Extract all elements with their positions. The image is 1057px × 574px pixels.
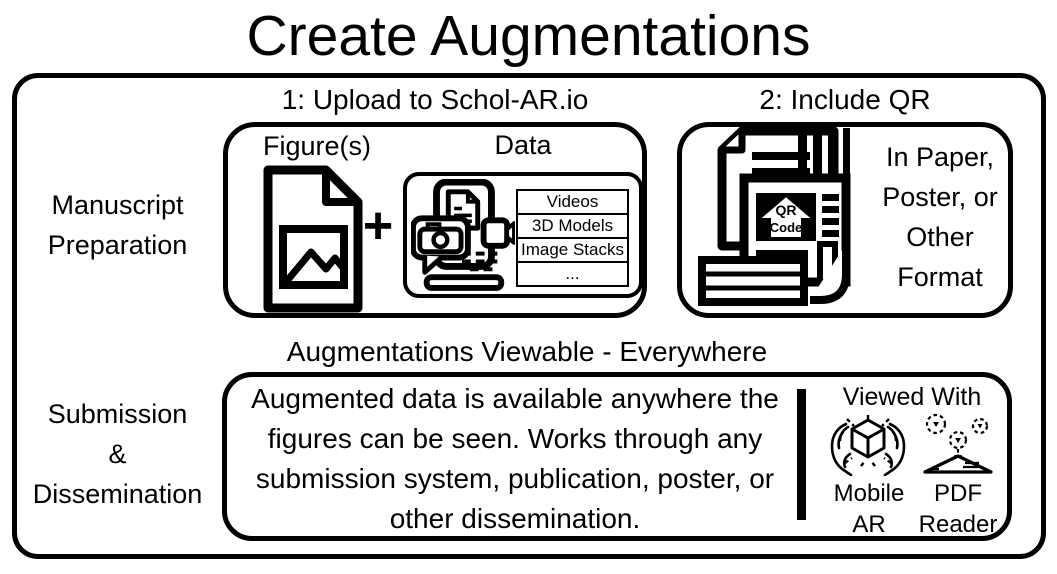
qr-badge-line1: QR: [775, 202, 797, 218]
qr-code-badge: [756, 193, 816, 241]
viewable-header: Augmentations Viewable - Everywhere: [286, 336, 768, 367]
figure-document-icon: [260, 165, 367, 313]
data-type-row-3d-models: 3D Models: [518, 213, 627, 237]
pdf-reader-label: PDF Reader: [918, 480, 998, 538]
viewable-body-text: Augmented data is available anywhere the figures can be seen. Works through any submission system, publication, poster, or other dissemination.: [251, 383, 779, 534]
mobile-ar-icon: [830, 414, 906, 476]
data-label: Data: [494, 130, 552, 160]
manuscript-preparation-label: [15, 185, 220, 265]
submission-dissemination-label: [15, 394, 220, 514]
submission-label-line1: Submission: [47, 399, 188, 429]
pdf-reader-icon: [922, 412, 994, 478]
manuscript-label-line1: Manuscript: [51, 190, 184, 220]
data-type-row-videos: Videos: [546, 192, 599, 211]
page-title: Create Augmentations: [246, 4, 811, 68]
data-types-table: [516, 189, 629, 287]
step2-header: 2: Include QR: [759, 84, 931, 115]
media-upload-icon: [411, 179, 515, 291]
submission-label-line3: Dissemination: [32, 479, 203, 509]
data-type-row-image-stacks: Image Stacks: [518, 237, 627, 261]
step2-caption: In Paper, Poster, or Other Format: [882, 142, 998, 292]
viewed-with-header: Viewed With: [842, 383, 982, 411]
data-type-row-more: ...: [518, 261, 627, 285]
manuscript-label-line2: Preparation: [47, 230, 188, 260]
mobile-ar-label: Mobile AR: [833, 480, 905, 538]
plus-sign: +: [362, 197, 394, 255]
qr-papers-icon: [692, 126, 868, 310]
qr-badge-line2: Code: [769, 220, 803, 235]
submission-label-line2: &: [108, 439, 127, 469]
step1-header: 1: Upload to Schol-AR.io: [281, 84, 589, 115]
figures-label: Figure(s): [262, 131, 371, 161]
section-divider: [797, 389, 806, 520]
